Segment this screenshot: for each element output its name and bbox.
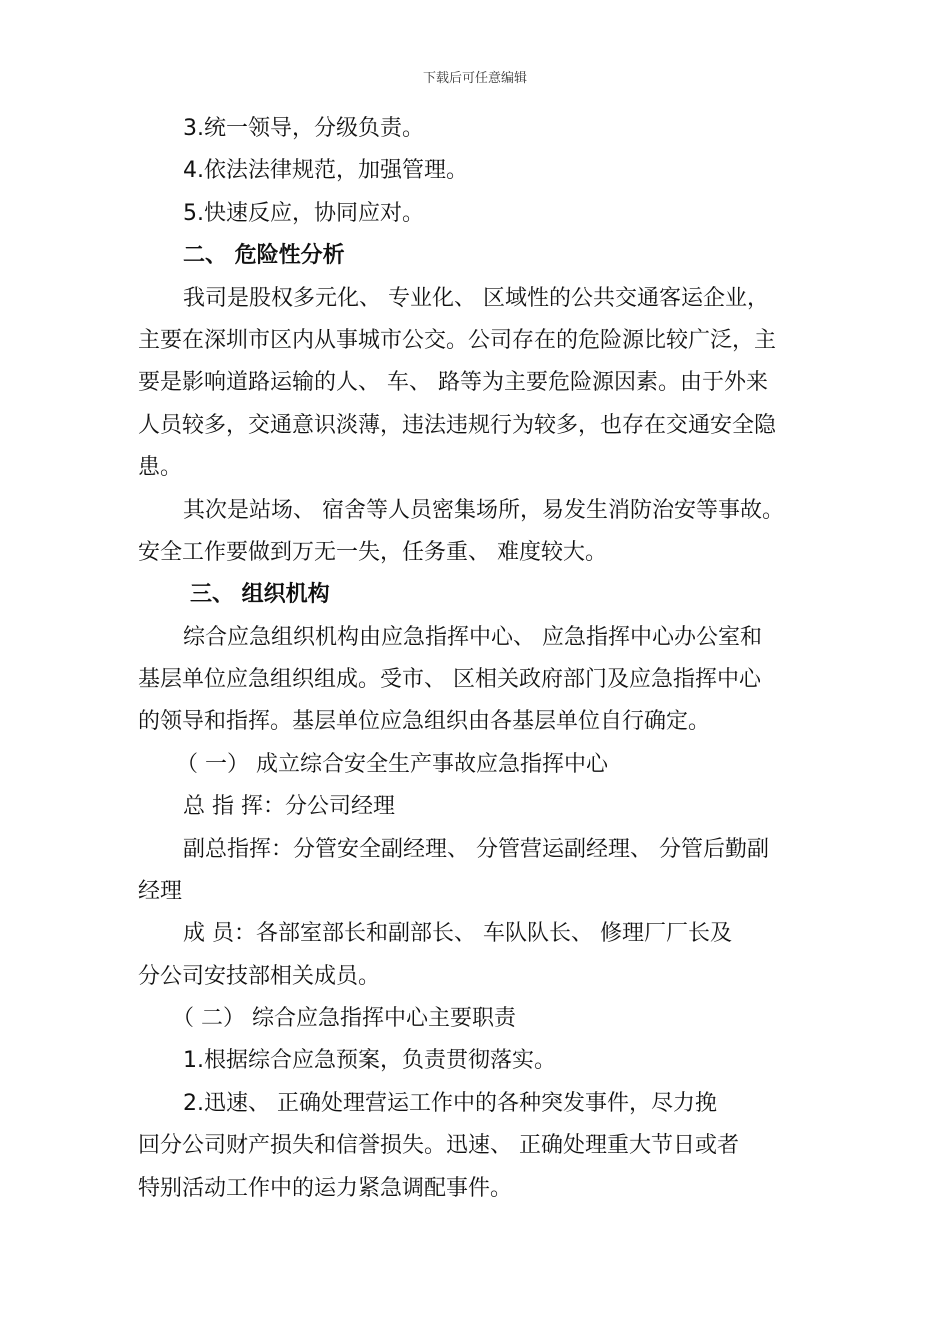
paragraph-line: 基层单位应急组织组成。受市、 区相关政府部门及应急指挥中心 bbox=[138, 667, 761, 692]
list-item: 2.迅速、 正确处理营运工作中的各种突发事件，尽力挽 bbox=[183, 1091, 717, 1116]
list-item: 4.依法法律规范，加强管理。 bbox=[183, 158, 468, 183]
paragraph-line: 主要在深圳市区内从事城市公交。公司存在的危险源比较广泛，主 bbox=[138, 328, 777, 353]
paragraph-line: 人员较多，交通意识淡薄，违法违规行为较多，也存在交通安全隐 bbox=[138, 413, 777, 438]
section-heading: 三、 组织机构 bbox=[190, 582, 330, 607]
paragraph-line: 副总指挥：分管安全副经理、 分管营运副经理、 分管后勤副 bbox=[183, 837, 769, 862]
paragraph-line: 的领导和指挥。基层单位应急组织由各基层单位自行确定。 bbox=[138, 709, 711, 734]
list-item: 3.统一领导，分级负责。 bbox=[183, 116, 424, 141]
paragraph-line: 总 指 挥：分公司经理 bbox=[183, 794, 395, 819]
paragraph-line: 综合应急组织机构由应急指挥中心、 应急指挥中心办公室和 bbox=[183, 625, 762, 650]
subsection-heading: （ 一） 成立综合安全生产事故应急指挥中心 bbox=[176, 752, 608, 777]
paragraph-line: 特别活动工作中的运力紧急调配事件。 bbox=[138, 1176, 513, 1201]
paragraph-line: 成 员：各部室部长和副部长、 车队队长、 修理厂厂长及 bbox=[183, 921, 732, 946]
subsection-heading: （ 二） 综合应急指挥中心主要职责 bbox=[172, 1006, 516, 1031]
paragraph-line: 要是影响道路运输的人、 车、 路等为主要危险源因素。由于外来 bbox=[138, 370, 768, 395]
paragraph-line: 患。 bbox=[138, 455, 183, 480]
paragraph-line: 经理 bbox=[138, 879, 183, 904]
paragraph-line: 回分公司财产损失和信誉损失。迅速、 正确处理重大节日或者 bbox=[138, 1133, 739, 1158]
list-item: 1.根据综合应急预案，负责贯彻落实。 bbox=[183, 1048, 556, 1073]
paragraph-line: 我司是股权多元化、 专业化、 区域性的公共交通客运企业， bbox=[183, 286, 769, 311]
list-item: 5.快速反应，协同应对。 bbox=[183, 201, 424, 226]
section-heading: 二、 危险性分析 bbox=[183, 243, 345, 268]
page-header: 下载后可任意编辑 bbox=[422, 71, 527, 86]
paragraph-line: 其次是站场、 宿舍等人员密集场所，易发生消防治安等事故。 bbox=[183, 498, 784, 523]
paragraph-line: 分公司安技部相关成员。 bbox=[138, 964, 381, 989]
paragraph-line: 安全工作要做到万无一失，任务重、 难度较大。 bbox=[138, 540, 607, 565]
